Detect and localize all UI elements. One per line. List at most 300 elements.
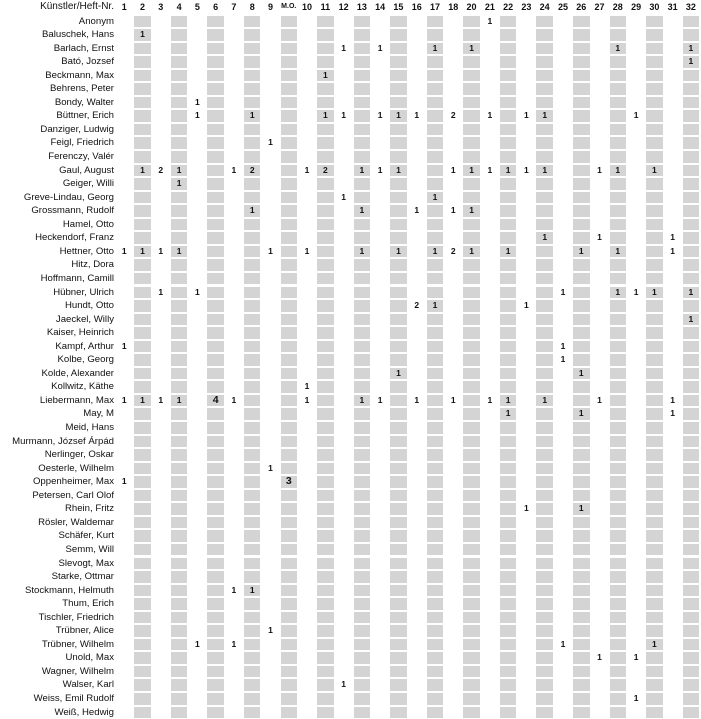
table-cell: [518, 449, 535, 461]
table-cell: [299, 707, 316, 719]
table-cell: [463, 110, 480, 122]
table-cell: [500, 530, 517, 542]
table-cell: [226, 300, 243, 312]
table-cell: [207, 544, 224, 556]
table-cell: [427, 476, 444, 488]
table-cell: [445, 652, 462, 664]
table-cell: [134, 571, 151, 583]
table-cell: [427, 232, 444, 244]
table-cell: [226, 517, 243, 529]
cell-value: 1: [505, 394, 511, 405]
table-cell: [463, 354, 480, 366]
table-cell: [335, 544, 352, 556]
table-cell: [482, 463, 499, 475]
table-cell: [244, 29, 261, 41]
table-cell: [408, 544, 425, 556]
table-cell: [628, 165, 645, 177]
table-cell: [445, 598, 462, 610]
table-cell: [500, 693, 517, 705]
table-cell: [482, 83, 499, 95]
table-cell: [573, 219, 590, 231]
table-cell: [536, 178, 553, 190]
table-cell: [335, 449, 352, 461]
table-cell: [683, 612, 700, 624]
table-cell: [116, 219, 133, 231]
table-cell: [116, 110, 133, 122]
table-cell: [372, 490, 389, 502]
table-cell: [628, 612, 645, 624]
table-cell: [317, 178, 334, 190]
table-cell: [683, 83, 700, 95]
table-cell: [646, 422, 663, 434]
table-cell: [317, 395, 334, 407]
table-cell: [610, 137, 627, 149]
table-cell: [372, 273, 389, 285]
table-cell: [408, 259, 425, 271]
table-cell: [244, 707, 261, 719]
table-cell: [299, 652, 316, 664]
table-cell: [536, 29, 553, 41]
table-cell: [427, 436, 444, 448]
table-cell: [354, 679, 371, 691]
table-cell: [390, 259, 407, 271]
table-cell: [244, 544, 261, 556]
table-cell: [244, 639, 261, 651]
table-cell: [573, 354, 590, 366]
table-cell: [153, 219, 170, 231]
table-cell: [262, 639, 279, 651]
table-cell: [171, 408, 188, 420]
table-cell: [299, 137, 316, 149]
table-cell: [171, 205, 188, 217]
table-cell: [390, 354, 407, 366]
table-cell: [244, 300, 261, 312]
table-cell: [536, 43, 553, 55]
artist-name: Grossmann, Rudolf: [31, 205, 114, 217]
cell-value: 2: [414, 300, 420, 311]
table-cell: [372, 151, 389, 163]
cell-value: 1: [487, 15, 493, 26]
table-cell: [262, 666, 279, 678]
table-cell: [664, 151, 681, 163]
table-cell: [445, 530, 462, 542]
table-cell: [408, 70, 425, 82]
cell-value: 1: [450, 394, 456, 405]
table-cell: [171, 287, 188, 299]
table-cell: [372, 137, 389, 149]
table-cell: [646, 83, 663, 95]
table-cell: [518, 192, 535, 204]
table-cell: [482, 476, 499, 488]
column-header: 24: [539, 2, 550, 12]
table-cell: [463, 530, 480, 542]
table-cell: [573, 598, 590, 610]
table-cell: [518, 422, 535, 434]
table-cell: [299, 517, 316, 529]
table-cell: [317, 232, 334, 244]
table-cell: [628, 639, 645, 651]
table-cell: [226, 273, 243, 285]
table-cell: [354, 219, 371, 231]
table-cell: [226, 70, 243, 82]
table-cell: [244, 598, 261, 610]
table-cell: [171, 571, 188, 583]
cell-value: 1: [140, 245, 145, 256]
table-cell: [408, 43, 425, 55]
table-cell: [134, 83, 151, 95]
table-cell: [189, 625, 206, 637]
table-cell: [262, 530, 279, 542]
table-cell: [372, 29, 389, 41]
table-cell: [262, 287, 279, 299]
cell-value: 1: [432, 42, 438, 53]
table-cell: [591, 137, 608, 149]
table-cell: [427, 707, 444, 719]
table-cell: [555, 598, 572, 610]
table-cell: [226, 693, 243, 705]
table-cell: [226, 625, 243, 637]
table-cell: [646, 70, 663, 82]
table-cell: [536, 368, 553, 380]
table-cell: [628, 625, 645, 637]
table-cell: [427, 666, 444, 678]
table-cell: [610, 232, 627, 244]
table-cell: [390, 517, 407, 529]
table-cell: [408, 124, 425, 136]
table-cell: [500, 29, 517, 41]
table-cell: [354, 639, 371, 651]
table-cell: [408, 558, 425, 570]
table-cell: [683, 408, 700, 420]
table-cell: [683, 300, 700, 312]
table-cell: [482, 341, 499, 353]
table-cell: [226, 29, 243, 41]
table-cell: [427, 422, 444, 434]
cell-value: 1: [651, 286, 657, 297]
table-cell: [427, 598, 444, 610]
table-cell: [335, 273, 352, 285]
table-cell: [244, 354, 261, 366]
table-cell: [390, 612, 407, 624]
table-cell: [354, 368, 371, 380]
cell-value: 1: [396, 367, 401, 378]
table-cell: [536, 544, 553, 556]
table-cell: [372, 300, 389, 312]
table-cell: [262, 395, 279, 407]
table-cell: [683, 490, 700, 502]
column-header: 32: [685, 2, 696, 12]
table-cell: [317, 273, 334, 285]
table-cell: [226, 422, 243, 434]
cell-value: 1: [432, 245, 438, 256]
table-cell: [171, 666, 188, 678]
table-cell: [591, 408, 608, 420]
table-cell: [372, 436, 389, 448]
table-cell: [153, 517, 170, 529]
cell-value: 1: [469, 42, 474, 53]
table-cell: [116, 449, 133, 461]
table-cell: [226, 598, 243, 610]
table-cell: [262, 327, 279, 339]
table-cell: [207, 652, 224, 664]
table-cell: [134, 97, 151, 109]
table-cell: [116, 693, 133, 705]
table-cell: [372, 83, 389, 95]
cell-value: 1: [359, 205, 365, 216]
table-cell: [482, 666, 499, 678]
table-cell: [518, 327, 535, 339]
table-cell: [226, 558, 243, 570]
cell-value: 1: [231, 584, 237, 595]
table-cell: [573, 314, 590, 326]
table-cell: [189, 530, 206, 542]
table-cell: [500, 178, 517, 190]
table-cell: [372, 16, 389, 28]
table-cell: [610, 314, 627, 326]
table-cell: [207, 56, 224, 68]
table-cell: [610, 666, 627, 678]
table-cell: [354, 314, 371, 326]
table-cell: [299, 558, 316, 570]
table-cell: [591, 449, 608, 461]
table-cell: [281, 137, 298, 149]
table-cell: [646, 314, 663, 326]
table-cell: [207, 558, 224, 570]
table-cell: [153, 598, 170, 610]
table-cell: [226, 178, 243, 190]
table-cell: [536, 707, 553, 719]
table-cell: [427, 354, 444, 366]
table-cell: [610, 639, 627, 651]
table-cell: [153, 70, 170, 82]
table-cell: [281, 544, 298, 556]
table-cell: [390, 314, 407, 326]
table-cell: [536, 558, 553, 570]
table-cell: [555, 612, 572, 624]
table-cell: [628, 192, 645, 204]
table-cell: [573, 56, 590, 68]
table-cell: [427, 625, 444, 637]
table-cell: [226, 327, 243, 339]
table-cell: [262, 341, 279, 353]
table-cell: [463, 314, 480, 326]
table-cell: [281, 395, 298, 407]
table-cell: [153, 530, 170, 542]
table-cell: [354, 585, 371, 597]
table-cell: [244, 612, 261, 624]
table-cell: [555, 205, 572, 217]
table-cell: [171, 97, 188, 109]
column-header: 1: [121, 2, 127, 12]
table-cell: [317, 205, 334, 217]
table-cell: [335, 151, 352, 163]
table-cell: [317, 287, 334, 299]
table-cell: [335, 219, 352, 231]
table-cell: [171, 83, 188, 95]
table-cell: [116, 625, 133, 637]
table-cell: [683, 137, 700, 149]
table-cell: [664, 436, 681, 448]
cell-value: 1: [487, 164, 493, 175]
table-cell: [116, 530, 133, 542]
table-cell: [591, 585, 608, 597]
cell-value: 1: [359, 245, 365, 256]
table-cell: [573, 151, 590, 163]
table-cell: [189, 259, 206, 271]
cell-value: 1: [615, 164, 621, 175]
table-cell: [153, 124, 170, 136]
table-cell: [555, 381, 572, 393]
table-cell: [610, 598, 627, 610]
table-cell: [610, 300, 627, 312]
cell-value: 1: [140, 29, 145, 40]
table-cell: [591, 422, 608, 434]
table-cell: [482, 192, 499, 204]
table-cell: [207, 490, 224, 502]
table-cell: [500, 666, 517, 678]
table-cell: [134, 707, 151, 719]
table-cell: [335, 530, 352, 542]
table-cell: [116, 544, 133, 556]
table-cell: [500, 625, 517, 637]
table-cell: [445, 232, 462, 244]
table-cell: [390, 598, 407, 610]
artist-name: Beckmann, Max: [45, 69, 114, 81]
table-cell: [354, 612, 371, 624]
table-cell: [610, 327, 627, 339]
table-cell: [683, 232, 700, 244]
table-cell: [116, 314, 133, 326]
table-cell: [134, 219, 151, 231]
table-cell: [500, 490, 517, 502]
table-cell: [427, 558, 444, 570]
table-cell: [354, 625, 371, 637]
table-cell: [628, 178, 645, 190]
table-cell: [116, 368, 133, 380]
table-cell: [463, 16, 480, 28]
table-cell: [536, 652, 553, 664]
table-cell: [591, 476, 608, 488]
table-cell: [500, 205, 517, 217]
artist-name: Geiger, Willi: [62, 178, 114, 190]
table-cell: [372, 571, 389, 583]
table-cell: [500, 70, 517, 82]
table-cell: [281, 70, 298, 82]
table-cell: [189, 273, 206, 285]
table-cell: [134, 463, 151, 475]
table-cell: [153, 666, 170, 678]
cell-value: 1: [615, 286, 621, 297]
table-cell: [427, 205, 444, 217]
cell-value: 1: [304, 245, 310, 256]
table-cell: [354, 693, 371, 705]
table-cell: [134, 287, 151, 299]
table-cell: [390, 381, 407, 393]
table-cell: [335, 124, 352, 136]
cell-value: 1: [359, 164, 365, 175]
cell-value: 1: [542, 232, 548, 243]
cell-value: 1: [670, 408, 675, 419]
table-cell: [646, 490, 663, 502]
table-cell: [153, 558, 170, 570]
cell-value: 1: [268, 245, 273, 256]
cell-value: 1: [688, 313, 694, 324]
table-cell: [262, 16, 279, 28]
table-cell: [463, 151, 480, 163]
cell-value: 1: [670, 232, 675, 243]
table-cell: [445, 354, 462, 366]
table-cell: [372, 327, 389, 339]
header-label: Künstler/Heft-Nr.: [40, 1, 114, 12]
table-cell: [116, 490, 133, 502]
table-cell: [610, 56, 627, 68]
table-cell: [226, 666, 243, 678]
table-cell: [171, 693, 188, 705]
table-cell: [189, 381, 206, 393]
table-cell: [226, 490, 243, 502]
table-cell: [134, 490, 151, 502]
table-cell: [335, 395, 352, 407]
table-cell: [372, 232, 389, 244]
table-cell: [610, 544, 627, 556]
table-cell: [226, 354, 243, 366]
table-cell: [171, 449, 188, 461]
table-cell: [244, 436, 261, 448]
table-cell: [262, 165, 279, 177]
table-cell: [354, 192, 371, 204]
artist-name: Meid, Hans: [65, 422, 114, 433]
table-cell: [445, 314, 462, 326]
table-cell: [281, 232, 298, 244]
table-cell: [262, 354, 279, 366]
table-cell: [555, 693, 572, 705]
table-cell: [555, 300, 572, 312]
table-cell: [683, 205, 700, 217]
table-cell: [207, 110, 224, 122]
table-cell: [445, 436, 462, 448]
table-cell: [171, 70, 188, 82]
table-cell: [500, 368, 517, 380]
table-cell: [482, 381, 499, 393]
table-cell: [445, 612, 462, 624]
table-cell: [354, 707, 371, 719]
table-cell: [226, 530, 243, 542]
table-cell: [463, 463, 480, 475]
artist-name: Bondy, Walter: [54, 96, 114, 108]
table-cell: [189, 246, 206, 258]
table-cell: [207, 314, 224, 326]
table-cell: [482, 679, 499, 691]
table-cell: [463, 476, 480, 488]
table-cell: [189, 449, 206, 461]
table-cell: [427, 463, 444, 475]
table-cell: [281, 97, 298, 109]
table-cell: [536, 83, 553, 95]
table-cell: [153, 354, 170, 366]
table-cell: [262, 43, 279, 55]
table-cell: [299, 83, 316, 95]
table-cell: [171, 503, 188, 515]
table-cell: [262, 490, 279, 502]
table-cell: [573, 395, 590, 407]
table-cell: [646, 273, 663, 285]
table-cell: [299, 327, 316, 339]
table-cell: [207, 29, 224, 41]
artist-name: Oesterle, Wilhelm: [38, 462, 114, 474]
table-cell: [573, 165, 590, 177]
table-cell: [116, 585, 133, 597]
table-cell: [116, 192, 133, 204]
